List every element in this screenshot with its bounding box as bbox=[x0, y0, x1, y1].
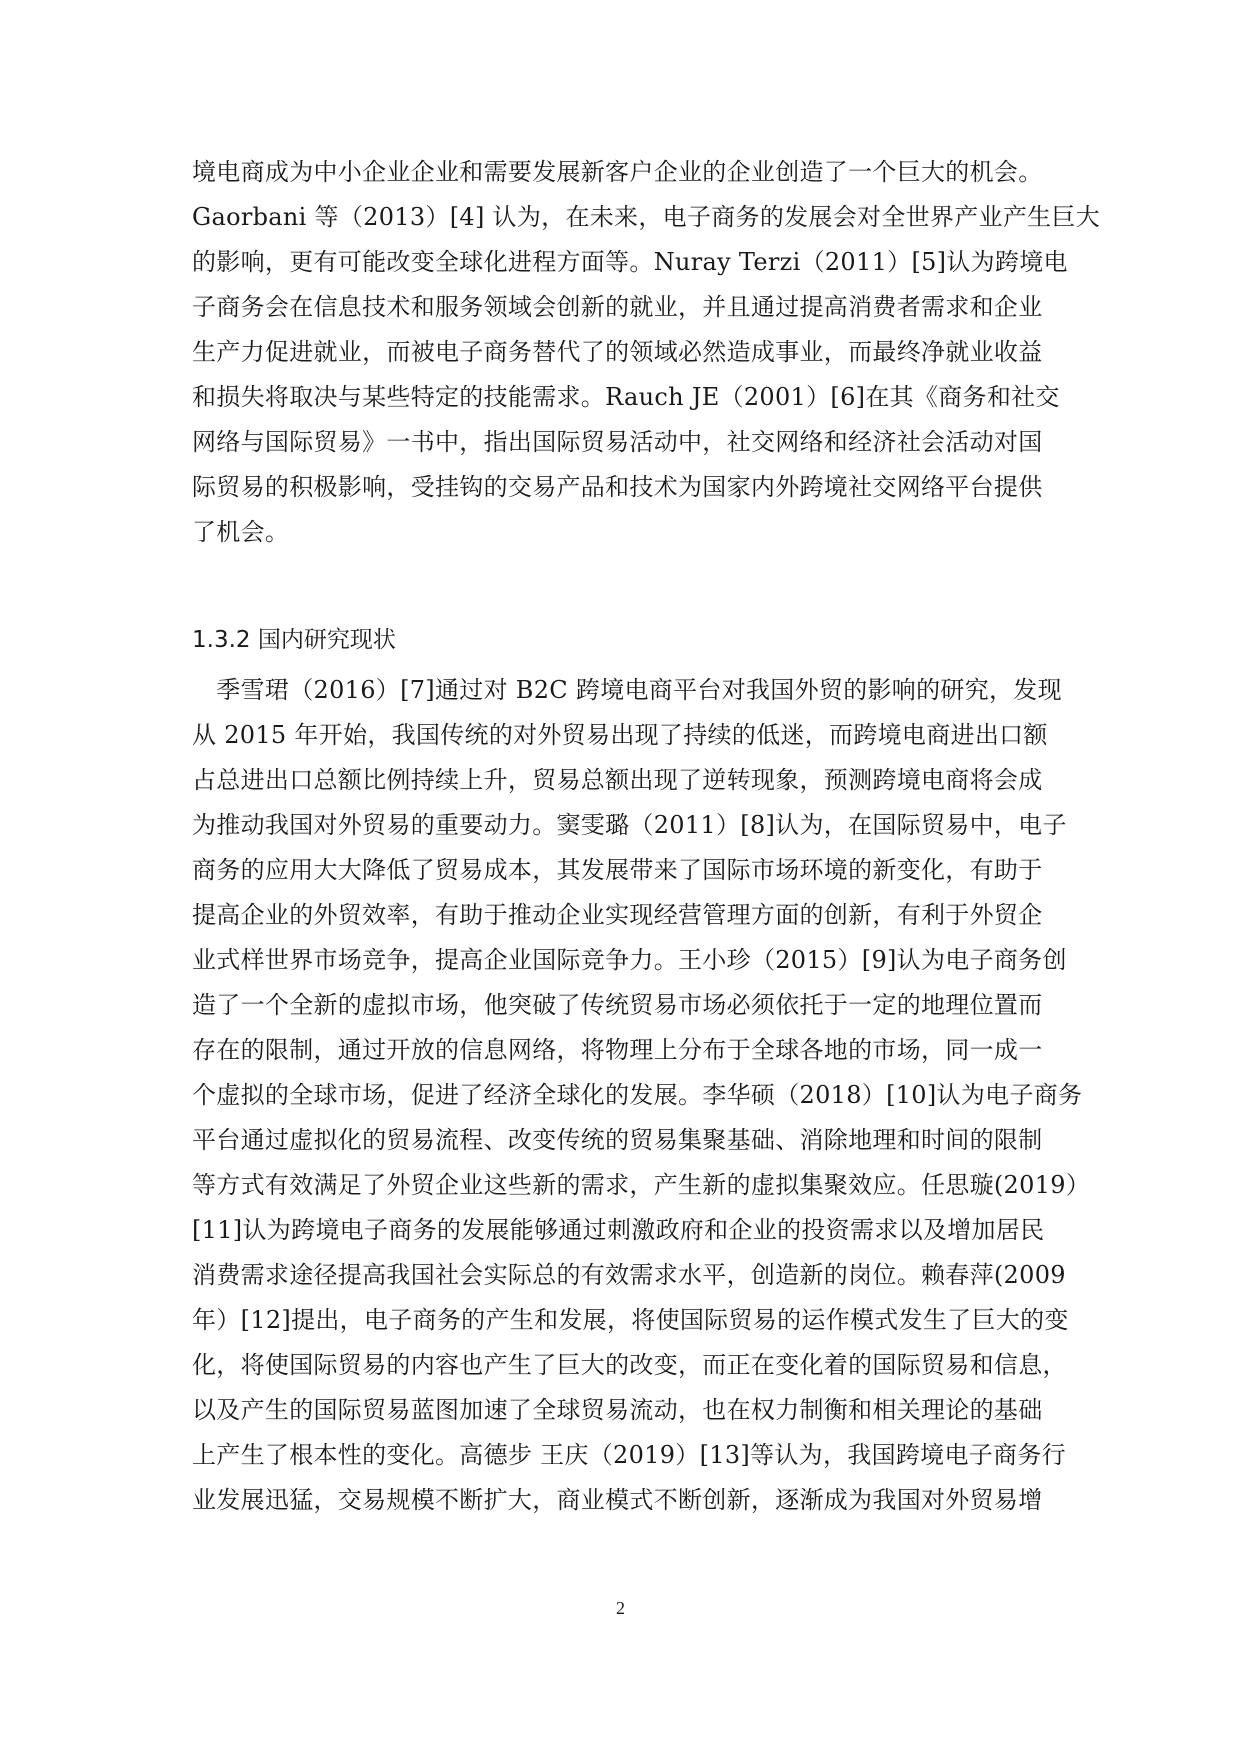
text-line: 境电商成为中小企业企业和需要发展新客户企业的企业创造了一个巨大的机会。 bbox=[192, 158, 1043, 186]
text-line: 际贸易的积极影响，受挂钩的交易产品和技术为国家内外跨境社交网络平台提供 bbox=[192, 473, 1043, 501]
text-line: 上产生了根本性的变化。高德步 王庆（2019）[13]等认为，我国跨境电子商务行 bbox=[192, 1441, 1066, 1469]
text-line: 子商务会在信息技术和服务领域会创新的就业，并且通过提高消费者需求和企业 bbox=[192, 293, 1043, 321]
text-line: 从 2015 年开始，我国传统的对外贸易出现了持续的低迷，而跨境电商进出口额 bbox=[192, 721, 1048, 749]
text-line: 平台通过虚拟化的贸易流程、改变传统的贸易集聚基础、消除地理和时间的限制 bbox=[192, 1126, 1043, 1154]
text-line: 以及产生的国际贸易蓝图加速了全球贸易流动，也在权力制衡和相关理论的基础 bbox=[192, 1396, 1043, 1424]
section-heading: 1.3.2 国内研究现状 bbox=[192, 627, 396, 653]
text-line: 存在的限制，通过开放的信息网络，将物理上分布于全球各地的市场，同一成一 bbox=[192, 1036, 1043, 1064]
text-line: 季雪珺（2016）[7]通过对 B2C 跨境电商平台对我国外贸的影响的研究，发现 bbox=[192, 676, 1062, 704]
text-line: 网络与国际贸易》一书中，指出国际贸易活动中，社交网络和经济社会活动对国 bbox=[192, 428, 1043, 456]
text-line: [11]认为跨境电子商务的发展能够通过刺激政府和企业的投资需求以及增加居民 bbox=[192, 1216, 1045, 1244]
text-line: 化，将使国际贸易的内容也产生了巨大的改变，而正在变化着的国际贸易和信息， bbox=[192, 1351, 1067, 1379]
text-line: 生产力促进就业，而被电子商务替代了的领域必然造成事业，而最终净就业收益 bbox=[192, 338, 1043, 366]
text-line: 商务的应用大大降低了贸易成本，其发展带来了国际市场环境的新变化，有助于 bbox=[192, 856, 1043, 884]
text-line: 业发展迅猛，交易规模不断扩大，商业模式不断创新，逐渐成为我国对外贸易增 bbox=[192, 1486, 1043, 1514]
text-line: 造了一个全新的虚拟市场，他突破了传统贸易市场必须依托于一定的地理位置而 bbox=[192, 991, 1043, 1019]
text-line: 消费需求途径提高我国社会实际总的有效需求水平，创造新的岗位。赖春萍(2009 bbox=[192, 1261, 1066, 1289]
text-line: 等方式有效满足了外贸企业这些新的需求，产生新的虚拟集聚效应。任思璇(2019） bbox=[192, 1171, 1091, 1199]
text-line: 了机会。 bbox=[192, 518, 290, 546]
paragraph-domestic-research bbox=[192, 668, 1091, 1523]
text-line: 为推动我国对外贸易的重要动力。窦雯璐（2011）[8]认为，在国际贸易中，电子 bbox=[192, 811, 1067, 839]
text-line: 的影响，更有可能改变全球化进程方面等。Nuray Terzi（2011）[5]认为跨境电 bbox=[192, 248, 1068, 276]
text-line: 提高企业的外贸效率，有助于推动企业实现经营管理方面的创新，有利于外贸企 bbox=[192, 901, 1043, 929]
text-line: 年）[12]提出，电子商务的产生和发展，将使国际贸易的运作模式发生了巨大的变 bbox=[192, 1306, 1069, 1334]
page-number: 2 bbox=[616, 1598, 625, 1618]
text-line: Gaorbani 等（2013）[4] 认为，在未来，电子商务的发展会对全世界产业产生巨大 bbox=[192, 203, 1101, 231]
text-line: 业式样世界市场竞争，提高企业国际竞争力。王小珍（2015）[9]认为电子商务创 bbox=[192, 946, 1067, 974]
paragraph-international-research bbox=[192, 150, 1101, 555]
text-line: 个虚拟的全球市场，促进了经济全球化的发展。李华硕（2018）[10]认为电子商务 bbox=[192, 1081, 1083, 1109]
text-line: 和损失将取决与某些特定的技能需求。Rauch JE（2001）[6]在其《商务和社交 bbox=[192, 383, 1060, 411]
text-line: 占总进出口总额比例持续上升，贸易总额出现了逆转现象，预测跨境电商将会成 bbox=[192, 766, 1043, 794]
